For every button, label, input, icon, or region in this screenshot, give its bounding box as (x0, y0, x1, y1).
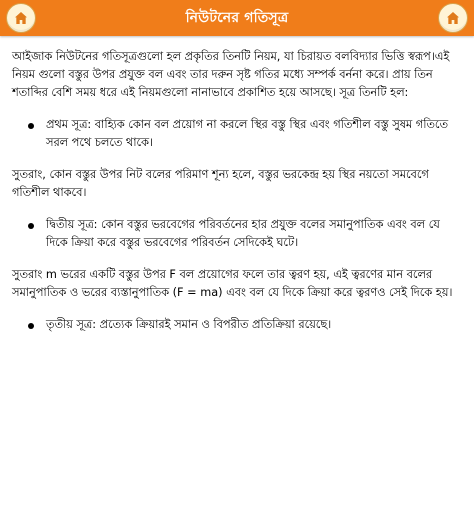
home-button-right[interactable] (438, 3, 468, 33)
bullet-dot (28, 123, 34, 129)
conclusion-1-paragraph: সুতরাং, কোন বস্তুর উপর নিট বলের পরিমাণ শূন্য হলে, বস্তুর ভরকেন্দ্র হয় স্থির নয়তো সমবেগে গতিশীল থাকবে। (12, 168, 429, 199)
conclusion-2-paragraph: সুতরাং m ভরের একটি বস্তুর উপর F বল প্রয়োগের ফলে তার ত্বরণ হয়, এই ত্বরণের মান বলের সমানুপাতিক ও ভরের ব্যস্তানুপাতিক (F = ma) এবং বল যে দিকে ক্রিয়া করে ত্বরণও সেই দিকে হয়। (12, 268, 453, 299)
top-bar (0, 0, 474, 36)
intro-paragraph: আইজাক নিউটনের গতিসূত্রগুলো হল প্রকৃতির তিনটি নিয়ম, যা চিরায়ত বলবিদ্যার ভিত্তি স্বরূপ।এই নিয়ম গুলো বস্তুর উপর প্রযুক্ত বল এবং তার দরুন সৃষ্ট গতির মধ্যে সম্পর্ক বর্ননা করে। প্রায় তিন শতাব্দির বেশি সময় ধরে এই নিয়মগুলো নানাভাবে প্রকাশিত হয়ে আসছে। সূত্র তিনটি হল: (12, 50, 450, 99)
law-2-item (12, 216, 462, 252)
law-1-text: প্রথম সূত্র: বাহ্যিক কোন বল প্রয়োগ না করলে স্থির বস্তু স্থির এবং গতিশীল বস্তু সুষম গতিতে সরল পথে চলতে থাকে। (46, 118, 448, 149)
bullet-dot (28, 223, 34, 229)
law-3-item (12, 316, 462, 334)
law-1-item (12, 116, 462, 152)
article-content (12, 48, 462, 348)
page-title: নিউটনের গতিসূত্র (185, 10, 289, 26)
law-2-text: দ্বিতীয় সূত্র: কোন বস্তুর ভরবেগের পরিবর্তনের হার প্রযুক্ত বলের সমানুপাতিক এবং বল যে দিকে ক্রিয়া করে বস্তুর ভরবেগের পরিবর্তন সেদিকেই ঘটে। (46, 218, 440, 249)
bullet-dot (28, 323, 34, 329)
law-3-text: তৃতীয় সূত্র: প্রত্যেক ক্রিয়ারই সমান ও বিপরীত প্রতিক্রিয়া রয়েছে। (46, 318, 332, 331)
home-icon (445, 10, 461, 26)
